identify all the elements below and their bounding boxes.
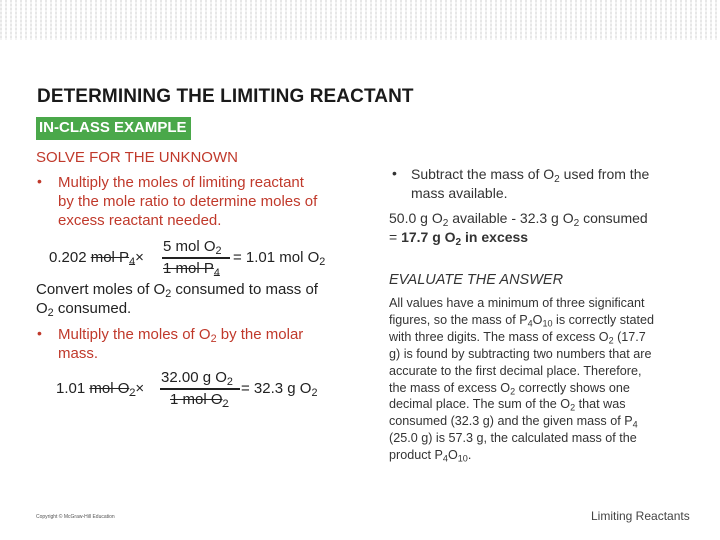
footer-section-title: Limiting Reactants <box>591 509 690 523</box>
eq1-lead: 0.202 mol $P_4\times$ <box>49 249 144 269</box>
eq2-lead-unit: mol $O_2$ <box>89 380 136 400</box>
slide-title: DETERMINING THE LIMITING REACTANT <box>37 86 414 107</box>
eq2-lead: 1.01 mol $O_2\times$ <box>56 380 145 400</box>
evaluate-paragraph: All values have a minimum of three significant figures, so the mass of $P_4O_{10}$ is correctly stated with three digits. The mass of excess $O_2$ (17.7 g) is found by subtracting two numbers that are accurate to the first decimal place. Therefore, the mass of excess $O_2$ correctly shows one decimal place. The sum of the $O_2$ that was consumed (32.3 g) and the given mass of $P_4$ (25.0 g) is 57.3 g, the calculated mass of the product $P_4O_{10}$. <box>389 296 655 464</box>
solve-heading: SOLVE FOR THE UNKNOWN <box>36 149 238 166</box>
eq2-result: = 32.3 g $O_2$ <box>241 380 318 400</box>
eq1-result: = 1.01 mol $O_2$ <box>233 249 326 269</box>
footer-copyright: Copyright © McGraw-Hill Education <box>36 514 115 520</box>
convert-text: Convert moles of $O_2$ consumed to mass of $O_2$ consumed. <box>36 281 318 320</box>
in-class-example-badge: IN-CLASS EXAMPLE <box>36 117 191 140</box>
evaluate-heading: EVALUATE THE ANSWER <box>389 272 564 288</box>
subtract-bullet-text: Subtract the mass of $O_2$ used from the mass available. <box>411 166 650 201</box>
eq1-numerator: 5 mol $O_2$ <box>163 238 222 258</box>
eq2-denominator: 1 mol $O_2$ <box>170 391 229 411</box>
top-texture-band <box>0 0 720 40</box>
bullet-marker: • <box>37 173 42 189</box>
step1-text: Multiply the moles of limiting reactant by the mole ratio to determine moles of excess reactant needed. <box>58 174 318 229</box>
eq1-lead-unit: mol $P_4$ <box>90 249 136 269</box>
eq2-numerator: 32.00 g $O_2$ <box>161 369 233 389</box>
step2-text: Multiply the moles of $O_2$ by the molar mass. <box>58 326 304 362</box>
eq1-denominator: 1 mol $P_4$ <box>163 260 220 280</box>
bullet-marker: • <box>392 165 397 181</box>
subtract-calculation: 50.0 g $O_2$ available - 32.3 g $O_2$ consumed = 17.7 g $O_2$ in excess <box>389 210 648 249</box>
bullet-marker: • <box>37 325 42 341</box>
